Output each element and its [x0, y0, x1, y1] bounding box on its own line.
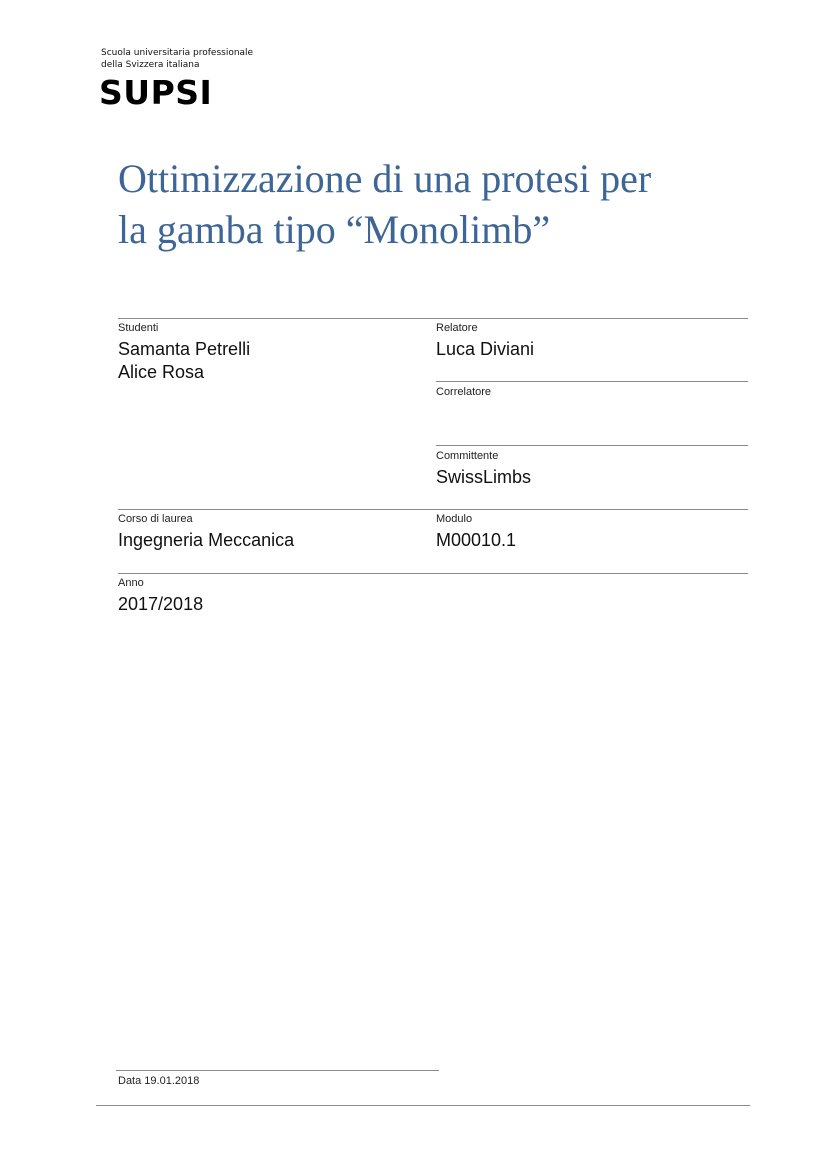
divider-advisor — [436, 381, 748, 382]
divider-co-advisor — [436, 445, 748, 446]
students-label: Studenti — [118, 322, 159, 334]
document-date: Data 19.01.2018 — [118, 1075, 200, 1087]
year-label: Anno — [118, 577, 144, 589]
advisor-label: Relatore — [436, 322, 478, 334]
client-label: Committente — [436, 450, 499, 462]
logo-subtitle-line1: Scuola universitaria professionale — [101, 48, 254, 58]
student-name-2: Alice Rosa — [118, 362, 205, 382]
logo-wordmark: SUPSI — [99, 73, 213, 112]
logo-subtitle — [101, 47, 253, 71]
document-title — [118, 153, 778, 255]
module-label: Modulo — [436, 513, 473, 525]
divider-year — [118, 573, 748, 574]
logo-subtitle-line2: della Svizzera italiana — [101, 60, 200, 70]
divider-course — [118, 509, 748, 510]
document-title-line1: Ottimizzazione di una protesi per — [118, 156, 652, 201]
student-name-1: Samanta Petrelli — [118, 339, 251, 359]
course-name: Ingegneria Meccanica — [118, 530, 295, 550]
client-name: SwissLimbs — [436, 467, 532, 487]
divider-date — [116, 1070, 439, 1071]
advisor-name: Luca Diviani — [436, 339, 535, 359]
course-label: Corso di laurea — [118, 513, 193, 525]
divider-footer — [96, 1105, 750, 1106]
co-advisor-label: Correlatore — [436, 386, 492, 398]
module-code: M00010.1 — [436, 530, 517, 550]
document-title-line2: la gamba tipo “Monolimb” — [118, 207, 551, 252]
divider-top — [118, 318, 748, 319]
academic-year: 2017/2018 — [118, 594, 204, 614]
